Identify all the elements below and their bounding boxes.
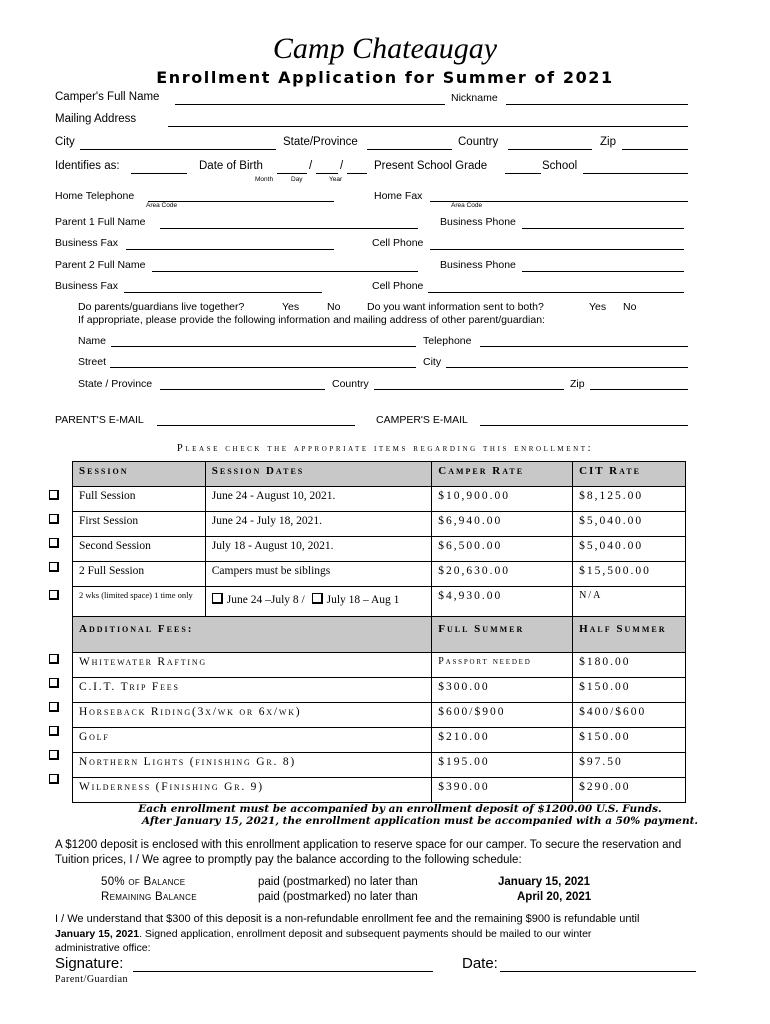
campers-full-name-field[interactable] (175, 104, 445, 105)
checkbox-icon[interactable] (49, 538, 59, 548)
fee-full-summer: $390.00 (432, 778, 573, 803)
table-row (73, 678, 686, 703)
other-zip-label: Zip (570, 378, 585, 390)
session-dates-header: Session Dates (205, 462, 431, 487)
two-week-option-2: July 18 – Aug 1 (326, 594, 400, 606)
home-fax-area-code-hint: Area Code (451, 202, 483, 209)
fee-half-summer: $290.00 (573, 778, 686, 803)
deposit-notice-line-2: After January 15, 2021, the enrollment application must be accompanied with a 50% payment. (141, 815, 699, 827)
two-week-date-options (205, 587, 431, 617)
schedule-date: January 15, 2021 (498, 876, 591, 888)
camp-title: Camp Chateaugay (272, 32, 498, 65)
checkbox-icon[interactable] (49, 702, 59, 712)
dob-separator-1: / (309, 160, 313, 172)
date-of-birth-label: Date of Birth (199, 160, 263, 172)
schedule-terms: paid (postmarked) no later than (258, 876, 418, 888)
camper-rate-header: Camper Rate (432, 462, 573, 487)
other-parent-note: If appropriate, please provide the following information and mailing address of other parent/guardian: (78, 314, 545, 326)
nickname-field[interactable] (506, 104, 688, 105)
checkbox-icon[interactable] (49, 490, 59, 500)
parent2-business-fax-field[interactable] (124, 292, 322, 293)
camper-rate: $6,500.00 (432, 537, 573, 562)
info-both-yes-option[interactable]: Yes (589, 301, 607, 313)
present-school-grade-label: Present School Grade (374, 160, 488, 172)
deposit-notice-line-1: Each enrollment must be accompanied by an enrollment deposit of $1200.00 U.S. Funds. (138, 803, 662, 815)
other-name-label: Name (78, 335, 107, 347)
session-header: Session (73, 462, 206, 487)
parents-email-field[interactable] (157, 425, 355, 426)
checkbox-icon[interactable] (212, 593, 223, 604)
cit-rate-header: CIT Rate (573, 462, 686, 487)
dob-month-hint: Month (255, 176, 274, 183)
campers-email-label: CAMPER'S E-MAIL (376, 414, 468, 426)
table-row (73, 728, 686, 753)
home-telephone-label: Home Telephone (55, 190, 135, 202)
other-city-label: City (423, 356, 442, 368)
parent2-business-fax-label: Business Fax (55, 280, 119, 292)
identifies-as-field[interactable] (131, 173, 187, 174)
dob-month-field[interactable] (277, 173, 307, 174)
checkbox-icon[interactable] (49, 774, 59, 784)
additional-fees-header: Additional Fees: (73, 617, 432, 653)
fee-half-summer: $97.50 (573, 753, 686, 778)
state-province-field[interactable] (367, 149, 452, 150)
table-row (73, 537, 686, 562)
dob-day-field[interactable] (316, 173, 338, 174)
enrollment-table (72, 461, 686, 803)
checkbox-icon[interactable] (49, 678, 59, 688)
parent1-full-name-field[interactable] (160, 228, 418, 229)
schedule-item: 50% of Balance (101, 876, 186, 888)
table-row (73, 653, 686, 678)
other-country-label: Country (332, 378, 369, 390)
cit-rate: $15,500.00 (573, 562, 686, 587)
cit-rate: $8,125.00 (573, 487, 686, 512)
form-subtitle: Enrollment Application for Summer of 2021 (156, 68, 614, 87)
refund-deadline: January 15, 2021 (55, 928, 140, 940)
parents-live-together-question: Do parents/guardians live together? (78, 301, 245, 313)
fee-name: Northern Lights (finishing Gr. 8) (73, 753, 432, 778)
zip-label: Zip (600, 136, 616, 148)
other-state-label: State / Province (78, 378, 153, 390)
city-label: City (55, 136, 75, 148)
parent2-cell-phone-label: Cell Phone (372, 280, 424, 292)
two-week-option-1: June 24 –July 8 / (226, 594, 305, 606)
camper-rate: $4,930.00 (432, 587, 573, 617)
fee-name: Wilderness (Finishing Gr. 9) (73, 778, 432, 803)
other-zip-field[interactable] (590, 389, 688, 390)
other-state-field[interactable] (160, 389, 325, 390)
fee-name: C.I.T. Trip Fees (73, 678, 432, 703)
parent1-cell-phone-field[interactable] (430, 249, 684, 250)
refund-text-line-3: administrative office: (55, 942, 151, 954)
schedule-date: April 20, 2021 (517, 891, 592, 903)
info-both-no-option[interactable]: No (623, 301, 637, 313)
session-dates: June 24 - August 10, 2021. (205, 487, 431, 512)
fee-full-summer: $300.00 (432, 678, 573, 703)
other-telephone-label: Telephone (423, 335, 472, 347)
session-dates: Campers must be siblings (205, 562, 431, 587)
dob-year-hint: Year (329, 176, 343, 183)
camper-rate: $6,940.00 (432, 512, 573, 537)
fee-name: Horseback Riding(3x/wk or 6x/wk) (73, 703, 432, 728)
nickname-label: Nickname (451, 92, 498, 104)
other-telephone-field[interactable] (480, 346, 688, 347)
signature-label: Signature: (55, 955, 124, 972)
identifies-as-label: Identifies as: (55, 160, 120, 172)
signature-date-field[interactable] (500, 971, 696, 972)
parent1-business-phone-label: Business Phone (440, 216, 516, 228)
parent2-full-name-label: Parent 2 Full Name (55, 259, 146, 271)
parent2-business-phone-label: Business Phone (440, 259, 516, 271)
session-name: 2 Full Session (73, 562, 206, 587)
table-row (73, 512, 686, 537)
school-grade-field[interactable] (505, 173, 541, 174)
session-name: Second Session (73, 537, 206, 562)
fee-half-summer: $400/$600 (573, 703, 686, 728)
checkbox-icon[interactable] (49, 514, 59, 524)
refund-text-line-1: I / We understand that $300 of this deposit is a non-refundable enrollment fee and the remaining $900 is refundable until (55, 913, 640, 925)
other-city-field[interactable] (446, 367, 688, 368)
campers-email-field[interactable] (480, 425, 688, 426)
school-label: School (542, 160, 578, 172)
fee-name: Golf (73, 728, 432, 753)
camper-rate: $10,900.00 (432, 487, 573, 512)
country-field[interactable] (508, 149, 592, 150)
fee-full-summer: Passport needed (432, 653, 573, 678)
dob-separator-2: / (340, 160, 344, 172)
camper-rate: $20,630.00 (432, 562, 573, 587)
fee-half-summer: $150.00 (573, 678, 686, 703)
half-summer-header: Half Summer (573, 617, 686, 653)
schedule-terms: paid (postmarked) no later than (258, 891, 418, 903)
dob-year-field[interactable] (347, 173, 367, 174)
check-instruction: Please check the appropriate items regarding this enrollment: (176, 443, 594, 454)
parent1-business-fax-label: Business Fax (55, 237, 119, 249)
other-name-field[interactable] (111, 346, 416, 347)
city-field[interactable] (80, 149, 276, 150)
refund-text-line-2 (55, 928, 591, 940)
cit-rate: $5,040.00 (573, 512, 686, 537)
info-sent-both-question: Do you want information sent to both? (367, 301, 544, 313)
refund-instructions: . Signed application, enrollment deposit and subsequent payments should be mailed to our winter (139, 928, 592, 940)
table-row (73, 562, 686, 587)
fee-name: Whitewater Rafting (73, 653, 432, 678)
table-row (73, 778, 686, 803)
parent1-business-phone-field[interactable] (522, 228, 684, 229)
other-country-field[interactable] (374, 389, 564, 390)
table-row (73, 587, 686, 617)
parent2-full-name-field[interactable] (152, 271, 418, 272)
fee-full-summer: $210.00 (432, 728, 573, 753)
dob-day-hint: Day (291, 176, 303, 183)
other-street-field[interactable] (110, 367, 416, 368)
checkbox-icon[interactable] (49, 590, 59, 600)
fee-full-summer: $600/$900 (432, 703, 573, 728)
mailing-address-field[interactable] (168, 126, 688, 127)
checkbox-icon[interactable] (312, 593, 323, 604)
session-name: Full Session (73, 487, 206, 512)
parents-email-label: PARENT'S E-MAIL (55, 414, 144, 426)
signature-field[interactable] (133, 971, 433, 972)
parent1-cell-phone-label: Cell Phone (372, 237, 424, 249)
campers-full-name-label: Camper's Full Name (55, 91, 160, 103)
mailing-address-label: Mailing Address (55, 113, 137, 125)
checkbox-icon[interactable] (49, 562, 59, 572)
cit-rate: $5,040.00 (573, 537, 686, 562)
checkbox-icon[interactable] (49, 654, 59, 664)
parent2-cell-phone-field[interactable] (428, 292, 684, 293)
session-dates: July 18 - August 10, 2021. (205, 537, 431, 562)
live-together-no-option[interactable]: No (327, 301, 341, 313)
session-name: First Session (73, 512, 206, 537)
parent1-business-fax-field[interactable] (126, 249, 334, 250)
session-dates: June 24 - July 18, 2021. (205, 512, 431, 537)
live-together-yes-option[interactable]: Yes (282, 301, 300, 313)
country-label: Country (458, 136, 499, 148)
parent2-business-phone-field[interactable] (522, 271, 684, 272)
table-row (73, 753, 686, 778)
cit-rate: N/A (573, 587, 686, 617)
fees-header-row (73, 617, 686, 653)
fee-full-summer: $195.00 (432, 753, 573, 778)
parent1-full-name-label: Parent 1 Full Name (55, 216, 146, 228)
schedule-item: Remaining Balance (101, 891, 197, 903)
parent-guardian-sublabel: Parent/Guardian (55, 974, 129, 985)
session-header-row (73, 462, 686, 487)
deposit-paragraph: A $1200 deposit is enclosed with this enrollment application to reserve space for our camper. To secure the reservation and Tuition prices, I / We agree to promptly pay the balance according to the following schedule: (55, 839, 682, 866)
checkbox-icon[interactable] (49, 726, 59, 736)
table-row (73, 487, 686, 512)
state-province-label: State/Province (283, 136, 358, 148)
other-street-label: Street (78, 356, 107, 368)
date-label: Date: (462, 955, 498, 972)
fee-half-summer: $150.00 (573, 728, 686, 753)
zip-field[interactable] (622, 149, 688, 150)
fee-half-summer: $180.00 (573, 653, 686, 678)
full-summer-header: Full Summer (432, 617, 573, 653)
home-telephone-area-code-hint: Area Code (146, 202, 178, 209)
session-name: 2 wks (limited space) 1 time only (73, 587, 206, 617)
checkbox-icon[interactable] (49, 750, 59, 760)
table-row (73, 703, 686, 728)
school-field[interactable] (583, 173, 688, 174)
home-fax-label: Home Fax (374, 190, 423, 202)
